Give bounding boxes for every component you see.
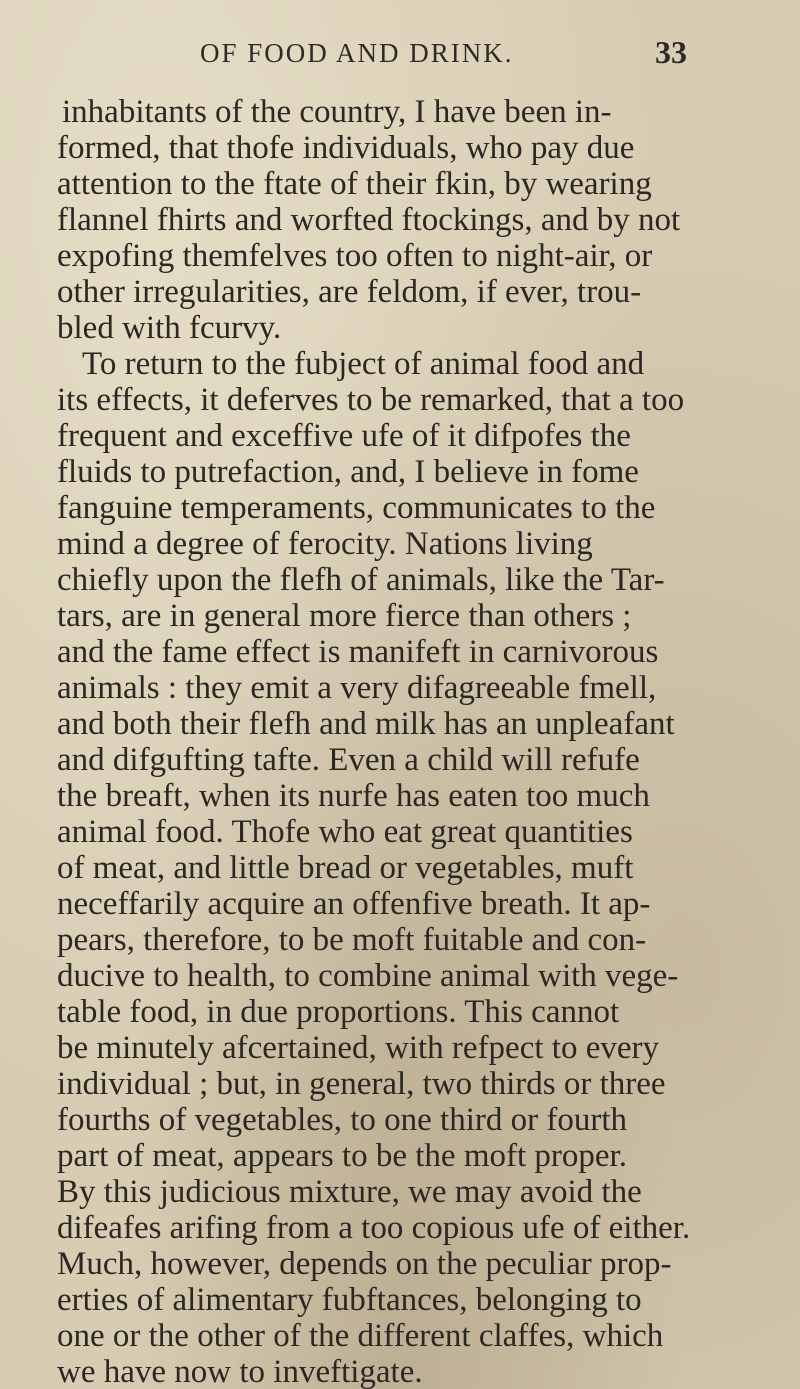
text-line: and the fame effect is manifeft in carnivorous	[57, 634, 659, 670]
text-line: animals : they emit a very difagreeable fmell,	[57, 670, 657, 706]
text-line: tars, are in general more fierce than others ;	[57, 598, 632, 634]
text-line: Much, however, depends on the peculiar prop-	[57, 1246, 672, 1282]
text-line: other irregularities, are feldom, if ever, trou-	[57, 274, 642, 310]
text-line: be minutely afcertained, with refpect to every	[57, 1030, 659, 1066]
text-line: By this judicious mixture, we may avoid the	[57, 1174, 642, 1210]
text-line: we have now to inveftigate.	[57, 1354, 423, 1389]
text-line: one or the other of the different claffes, which	[57, 1318, 664, 1354]
running-title: OF FOOD AND DRINK.	[200, 38, 514, 68]
text-line: frequent and exceffive ufe of it difpofes the	[57, 418, 631, 454]
text-line: fanguine temperaments, communicates to the	[57, 490, 656, 526]
text-line: expofing themfelves too often to night-air, or	[57, 238, 653, 274]
text-line: ducive to health, to combine animal with vege-	[57, 958, 679, 994]
text-line: its effects, it deferves to be remarked, that a too	[57, 382, 685, 418]
text-line: neceffarily acquire an offenfive breath. It ap-	[57, 886, 651, 922]
text-line: difeafes arifing from a too copious ufe of either.	[57, 1210, 691, 1246]
text-line: fluids to putrefaction, and, I believe in fome	[57, 454, 639, 490]
text-line: animal food. Thofe who eat great quantities	[57, 814, 633, 850]
text-line: table food, in due proportions. This cannot	[57, 994, 620, 1030]
text-line: and both their flefh and milk has an unpleafant	[57, 706, 675, 742]
page-number: 33	[655, 34, 687, 70]
text-line: and difgufting tafte. Even a child will refufe	[57, 742, 640, 778]
text-line: flannel fhirts and worfted ftockings, and by not	[57, 202, 681, 238]
text-line: formed, that thofe individuals, who pay due	[57, 130, 635, 166]
text-line: chiefly upon the flefh of animals, like the Tar-	[57, 562, 665, 598]
running-head	[0, 34, 800, 74]
text-line: inhabitants of the country, I have been in-	[62, 94, 612, 130]
text-line: individual ; but, in general, two thirds or three	[57, 1066, 666, 1102]
text-line: erties of alimentary fubftances, belonging to	[57, 1282, 642, 1318]
text-line: the breaft, when its nurfe has eaten too much	[57, 778, 650, 814]
text-line: of meat, and little bread or vegetables, muft	[57, 850, 634, 886]
text-line: attention to the ftate of their fkin, by wearing	[57, 166, 652, 202]
text-line: pears, therefore, to be moft fuitable and con-	[57, 922, 647, 958]
text-line: bled with fcurvy.	[57, 310, 282, 346]
text-line: part of meat, appears to be the moft proper.	[57, 1138, 627, 1174]
text-line: To return to the fubject of animal food and	[82, 346, 645, 382]
text-line: mind a degree of ferocity. Nations living	[57, 526, 593, 562]
text-line: fourths of vegetables, to one third or fourth	[57, 1102, 628, 1138]
